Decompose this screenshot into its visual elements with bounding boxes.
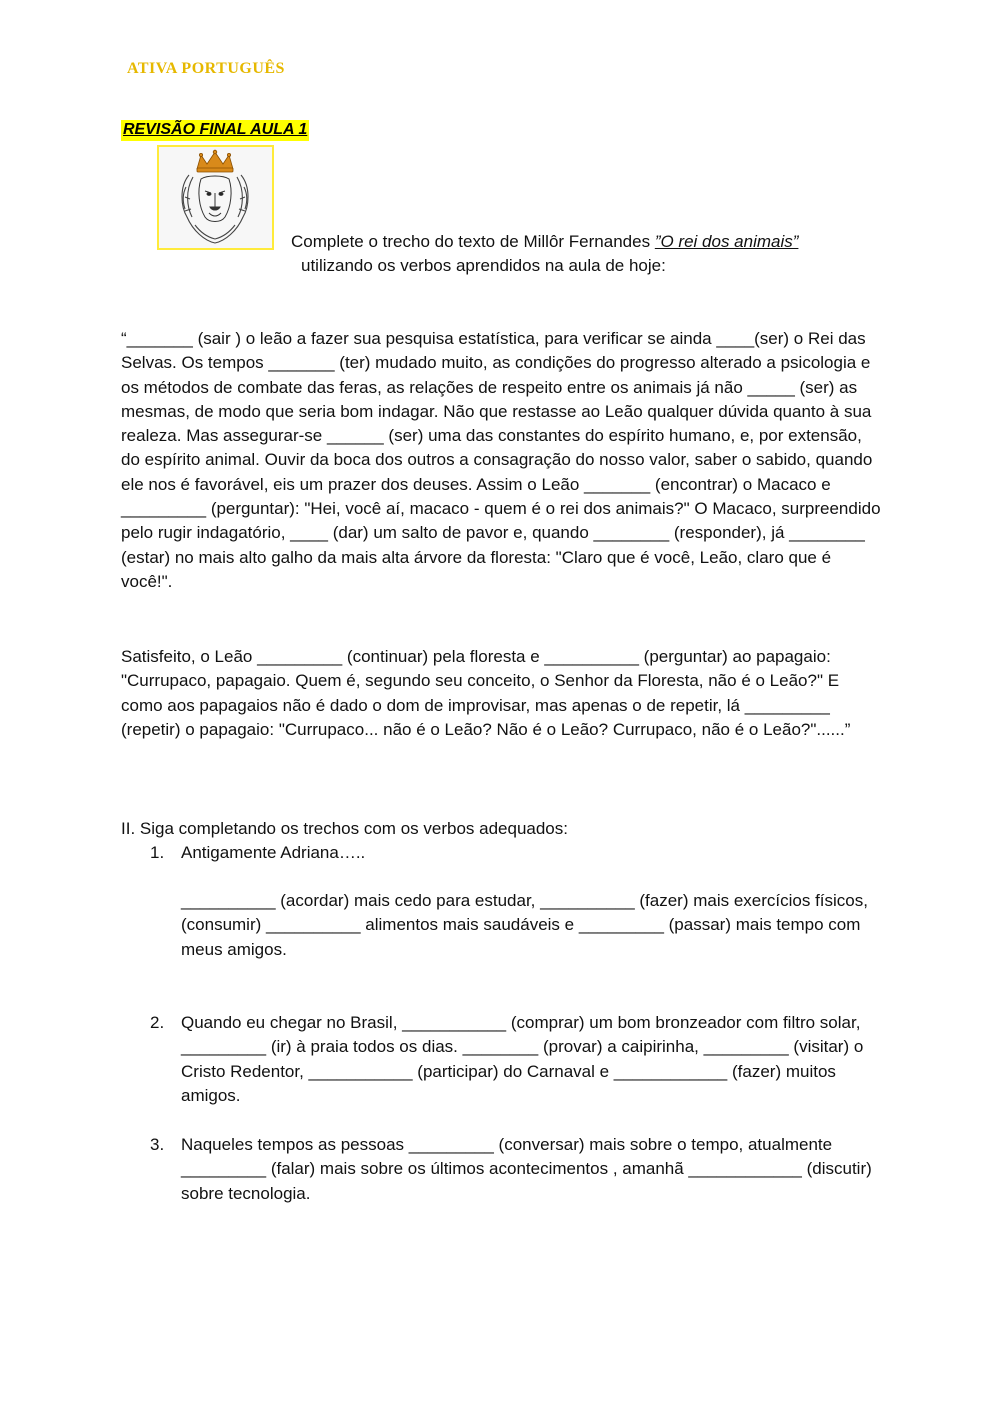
page-heading: REVISÃO FINAL AULA 1 (121, 120, 309, 141)
story-paragraph-1: “_______ (sair ) o leão a fazer sua pesquisa estatística, para verificar se ainda ____(ser) o Rei das Selvas. Os tempos _______ (ter) mudado muito, as condições do progresso alterado a psicologia e os métodos de combate das feras, as relações de respeito entre os animais já não _____ (ser) as mesmas, de modo que seria bom indagar. Não que restasse ao Leão qualquer dúvida quanto à sua realeza. Mas assegurar-se ______ (ser) uma das constantes do espírito humano, e, por extensão, do espírito animal. Ouvir da boca dos outros a consagração do nosso valor, saber o sabido, quando ele nos é favorável, eis um prazer dos deuses. Assim o Leão _______ (encontrar) o Macaco e _________ (perguntar): "Hei, você aí, macaco - quem é o rei dos animais?" O Macaco, surpreendido pelo rugir indagatório, ____ (dar) um salto de pavor e, quando ________ (responder), já ________ (estar) no mais alto galho da mais alta árvore da floresta: "Claro que é você, Leão, claro que é você!". (121, 329, 881, 591)
list-item-number: 3. (150, 1135, 165, 1154)
section-2-intro: II. Siga completando os trechos com os verbos adequados: (121, 819, 568, 838)
story-paragraph-2: Satisfeito, o Leão _________ (continuar) pela floresta e __________ (perguntar) ao papagaio: "Currupaco, papagaio. Quem é, segundo seu conceito, o Senhor da Floresta, não é o Leão?" E como aos papagaios não é dado o dom de improvisar, mas apenas o de repetir, lá _________ (repetir) o papagaio: "Currupaco... não é o Leão? Não é o Leão? Currupaco, não é o Leão?"......” (121, 647, 851, 739)
list-item-text: Naqueles tempos as pessoas _________ (conversar) mais sobre o tempo, atualmente _________ (falar) mais sobre os últimos acontecimentos , amanhã ____________ (discutir) sobre tecnologia. (181, 1135, 872, 1203)
list-item-number: 2. (150, 1013, 165, 1032)
list-item (150, 1011, 880, 1108)
list-item-body: __________ (acordar) mais cedo para estudar, __________ (fazer) mais exercícios físicos, (consumir) __________ alimentos mais saudáveis e _________ (passar) mais tempo com meus amigos. (181, 891, 868, 959)
list-item-text: Quando eu chegar no Brasil, ___________ (comprar) um bom bronzeador com filtro solar, _________ (ir) à praia todos os dias. ________ (provar) a caipirinha, _________ (visitar) o Cristo Redentor, ___________ (participar) do Carnaval e ____________ (fazer) muitos amigos. (181, 1013, 864, 1105)
crowned-lion-icon (159, 147, 272, 248)
list-item-lead: Antigamente Adriana….. (181, 843, 366, 862)
instructions (291, 230, 798, 278)
lion-image-frame (157, 145, 274, 250)
instructions-line2: utilizando os verbos aprendidos na aula de hoje: (301, 256, 666, 275)
instructions-prefix: Complete o trecho do texto de Millôr Fernandes (291, 232, 655, 251)
source-title: ”O rei dos animais” (654, 232, 799, 251)
list-item (150, 841, 880, 865)
instructions-line1 (291, 232, 798, 251)
list-item (150, 1133, 880, 1206)
list-item-number: 1. (150, 843, 165, 862)
brand-title: ATIVA PORTUGUÊS (127, 60, 285, 77)
